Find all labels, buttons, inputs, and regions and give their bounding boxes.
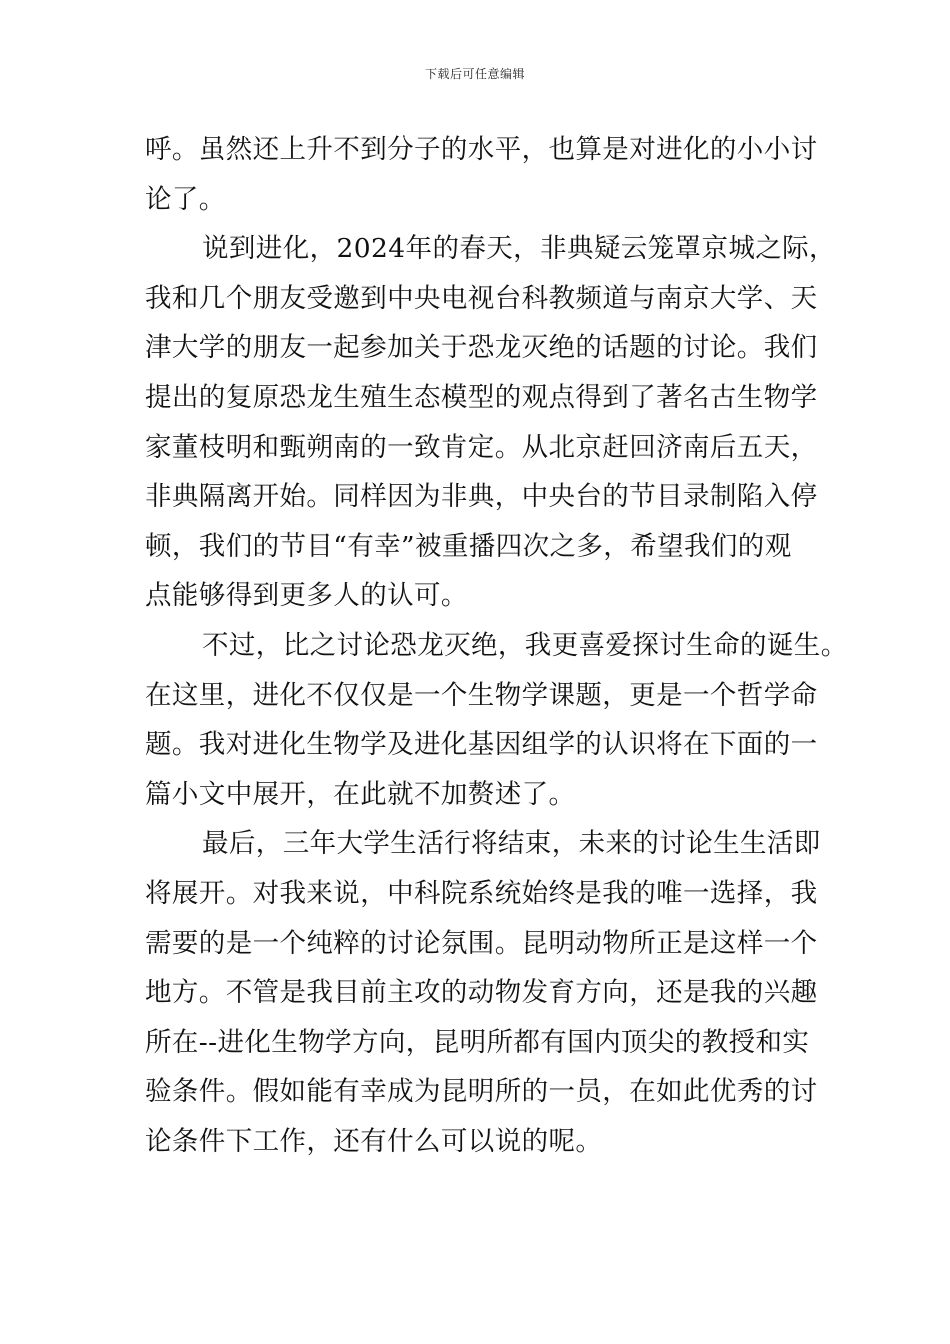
text-line: 将展开。对我来说，中科院系统始终是我的唯一选择，我 [145, 877, 818, 909]
text-line: 题。我对进化生物学及进化基因组学的认识将在下面的一 [145, 729, 818, 761]
text-line: 验条件。假如能有幸成为昆明所的一员，在如此优秀的讨 [145, 1076, 818, 1108]
paragraph-start-line: 说到进化，2024年的春天，非典疑云笼罩京城之际， [202, 233, 836, 265]
text-line: 家董枝明和甄朔南的一致肯定。从北京赶回济南后五天， [145, 431, 818, 463]
text-line: 点能够得到更多人的认可。 [145, 580, 468, 612]
text-line: 论条件下工作，还有什么可以说的呢。 [145, 1125, 603, 1157]
text-line: 顿，我们的节目“有幸”被重播四次之多，希望我们的观 [145, 530, 792, 562]
text-line: 我和几个朋友受邀到中央电视台科教频道与南京大学、天 [145, 282, 818, 314]
text-line: 非典隔离开始。同样因为非典，中央台的节目录制陷入停 [145, 481, 818, 513]
paragraph-start-line: 不过，比之讨论恐龙灭绝，我更喜爱探讨生命的诞生。 [202, 629, 848, 661]
page-header-note: 下载后可任意编辑 [424, 67, 525, 81]
paragraph-start-line: 最后，三年大学生活行将结束，未来的讨论生生活即 [202, 828, 821, 860]
body-text [145, 130, 848, 1171]
text-line: 在这里，进化不仅仅是一个生物学课题，更是一个哲学命 [145, 679, 818, 711]
text-line: 篇小文中展开，在此就不加赘述了。 [145, 778, 576, 810]
text-line: 津大学的朋友一起参加关于恐龙灭绝的话题的讨论。我们 [145, 332, 818, 364]
text-line: 提出的复原恐龙生殖生态模型的观点得到了著名古生物学 [145, 381, 818, 413]
text-line: 需要的是一个纯粹的讨论氛围。昆明动物所正是这样一个 [145, 927, 818, 959]
text-line: 论了。 [145, 183, 226, 215]
text-line: 呼。虽然还上升不到分子的水平，也算是对进化的小小讨 [145, 134, 818, 165]
text-line: 地方。不管是我目前主攻的动物发育方向，还是我的兴趣 [145, 977, 818, 1009]
text-line: 所在--进化生物学方向，昆明所都有国内顶尖的教授和实 [145, 1026, 810, 1058]
